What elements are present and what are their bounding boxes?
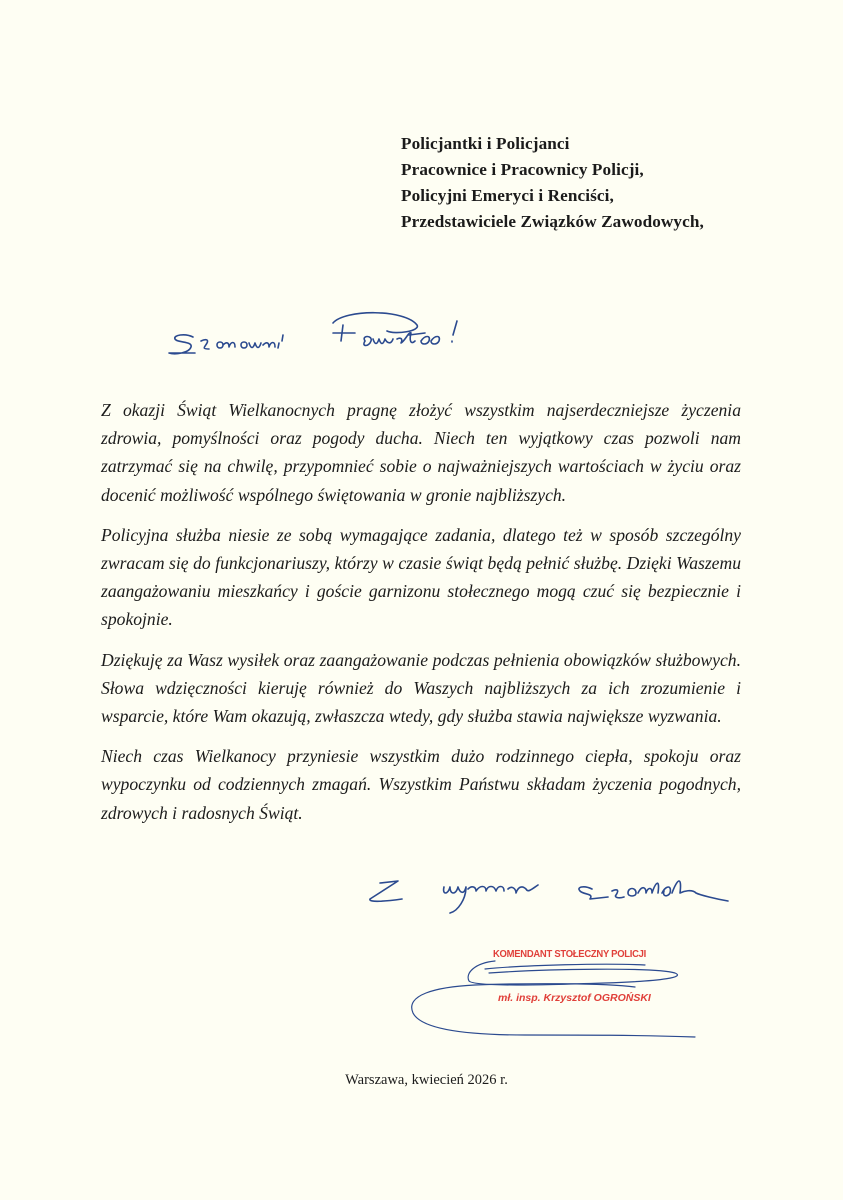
- body-paragraph: Policyjna służba niesie ze sobą wymagające zadania, dlatego też w sposób szczególny zwracam się do funkcjonariuszy, którzy w czasie świąt będą pełnić służbę. Dzięki Waszemu zaangażowaniu mieszkańcy i goście garnizonu stołecznego mogą czuć się bezpiecznie i spokojnie.: [101, 524, 741, 630]
- addressee-line: Policyjni Emeryci i Renciści,: [401, 186, 614, 205]
- closing-handwriting-icon: [362, 865, 772, 925]
- addressees-block: [401, 131, 704, 235]
- body-paragraph: Z okazji Świąt Wielkanocnych pragnę złożyć wszystkim najserdeczniejsze życzenia zdrowia, pomyślności oraz pogody ducha. Niech ten wyjątkowy czas pozwoli nam zatrzymać się na chwilę, przypomnieć sobie o najważniejszych wartościach w życiu oraz docenić możliwość wspólnego świętowania w gronie najbliższych.: [101, 400, 741, 505]
- official-stamp: [405, 943, 705, 1043]
- handwritten-salutation: [165, 295, 645, 365]
- body-paragraph: Dziękuję za Wasz wysiłek oraz zaangażowanie podczas pełnienia obowiązków służbowych. Słowa wdzięczności kieruję również do Waszych najbliższych za ich zrozumienie i wsparcie, które Wam okazują, zwłaszcza wtedy, gdy służba stawia największe wyzwania.: [101, 649, 741, 727]
- place-date: [0, 1072, 843, 1089]
- place-date-text: Warszawa, kwiecień 2026 r.: [345, 1072, 508, 1088]
- stamp-title: KOMENDANT STOŁECZNY POLICJI: [493, 948, 647, 960]
- body-paragraph: Niech czas Wielkanocy przyniesie wszystkim dużo rodzinnego ciepła, spokoju oraz wypoczynku od codziennych zmagań. Wszystkim Państwu składam życzenia pogodnych, zdrowych i radosnych Świąt.: [101, 746, 741, 823]
- addressee-line: Pracownice i Pracownicy Policji,: [401, 160, 644, 179]
- addressee-line: Przedstawiciele Związków Zawodowych,: [401, 212, 704, 231]
- salutation-handwriting-icon: [165, 295, 645, 365]
- stamp-name: mł. insp. Krzysztof OGROŃSKI: [498, 992, 651, 1004]
- addressee-line: Policjantki i Policjanci: [401, 134, 570, 153]
- handwritten-closing: [362, 865, 772, 925]
- letter-body: [101, 396, 741, 839]
